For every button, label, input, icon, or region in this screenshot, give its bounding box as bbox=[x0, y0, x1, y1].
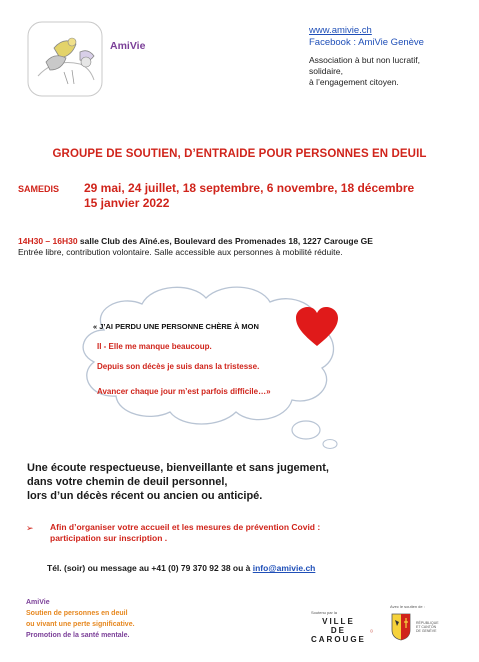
amivie-logo bbox=[24, 18, 106, 100]
cloud-line-4: Avancer chaque jour m’est parfois difficile…» bbox=[97, 387, 271, 396]
listening-line-1: Une écoute respectueuse, bienveillante et sans jugement, bbox=[27, 462, 329, 474]
entry-info: Entrée libre, contribution volontaire. Salle accessible aux personnes à mobilité réduite. bbox=[18, 247, 343, 257]
covid-line-1: Afin d’organiser votre accueil et les mesures de prévention Covid : bbox=[50, 522, 321, 532]
brand-name: AmiVie bbox=[110, 40, 146, 52]
dates bbox=[84, 181, 414, 211]
venue-location: salle Club des Aîné.es, Boulevard des Promenades 18, 1227 Carouge GE bbox=[77, 236, 373, 246]
listening-line-3: lors d’un décès récent ou ancien ou anticipé. bbox=[27, 490, 263, 502]
ge-text-1: RÉPUBLIQUE bbox=[416, 621, 439, 625]
arrow-bullet-icon: ➢ bbox=[26, 523, 34, 533]
ge-sup: Avec le soutien de : bbox=[390, 604, 425, 609]
contact-line bbox=[47, 563, 315, 573]
footer-tagline-2: ou vivant une perte significative. bbox=[26, 621, 135, 628]
cloud-line-2: Il - Elle me manque beaucoup. bbox=[97, 342, 212, 351]
footer-brand: AmiVie bbox=[26, 599, 50, 606]
ville-de-carouge-logo bbox=[311, 610, 373, 652]
carouge-word-3: CAROUGE bbox=[311, 635, 366, 644]
dates-line-2: 15 janvier 2022 bbox=[84, 196, 170, 210]
assoc-line-1: Association à but non lucratif, bbox=[309, 55, 421, 65]
venue-line bbox=[18, 236, 373, 247]
geneva-coat-of-arms-icon bbox=[390, 612, 412, 642]
covid-line-2: participation sur inscription . bbox=[50, 533, 168, 543]
facebook-link[interactable]: Facebook : AmiVie Genève bbox=[309, 37, 424, 48]
footer-tagline-1: Soutien de personnes en deuil bbox=[26, 610, 128, 617]
ge-text-3: DE GENÈVE bbox=[416, 629, 437, 633]
birds-logo-icon bbox=[24, 18, 106, 100]
listening-paragraph bbox=[27, 461, 329, 503]
thought-cloud-icon bbox=[60, 270, 360, 450]
cloud-line-3: Depuis son décès je suis dans la tristesse. bbox=[97, 362, 260, 371]
time-range: 14H30 – 16H30 bbox=[18, 236, 78, 246]
contact-text: Tél. (soir) ou message au +41 (0) 79 370 92 38 ou à bbox=[47, 563, 253, 573]
dates-line-1: 29 mai, 24 juillet, 18 septembre, 6 novembre, 18 décembre bbox=[84, 181, 415, 195]
header-info bbox=[309, 25, 424, 88]
carouge-word-2: DE bbox=[330, 626, 346, 635]
covid-notice bbox=[50, 522, 320, 544]
cloud-line-1: « J’AI PERDU UNE PERSONNE CHÈRE À MON bbox=[93, 322, 259, 331]
day-label: SAMEDIS bbox=[18, 184, 60, 194]
heart-icon bbox=[294, 306, 340, 348]
carouge-word-1: VILLE bbox=[322, 617, 355, 626]
website-link[interactable]: www.amivie.ch bbox=[309, 25, 372, 36]
footer-info bbox=[26, 597, 135, 641]
assoc-line-2: solidaire, bbox=[309, 66, 344, 76]
geneve-canton-logo bbox=[390, 604, 470, 654]
ge-text-2: ET CANTON bbox=[416, 625, 437, 629]
lion-crest-icon bbox=[370, 624, 373, 638]
listening-line-2: dans votre chemin de deuil personnel, bbox=[27, 476, 228, 488]
footer-promo: Promotion de la santé mentale. bbox=[26, 632, 130, 639]
email-link[interactable]: info@amivie.ch bbox=[252, 563, 316, 573]
association-description bbox=[309, 55, 424, 88]
page-title: GROUPE DE SOUTIEN, D’ENTRAIDE POUR PERSONNES EN DEUIL bbox=[52, 148, 427, 160]
assoc-line-3: à l’engagement citoyen. bbox=[309, 77, 399, 87]
carouge-sup: Soutenu par la bbox=[311, 610, 338, 615]
